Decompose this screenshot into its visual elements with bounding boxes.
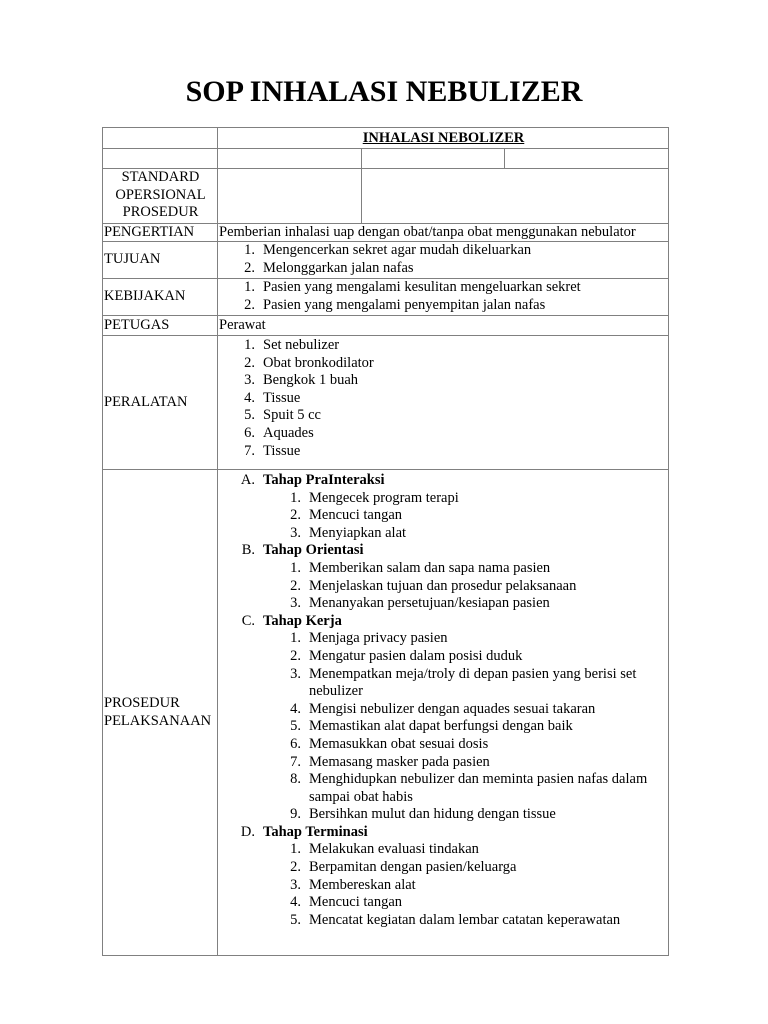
tujuan-label: TUJUAN <box>103 242 218 278</box>
peralatan-label: PERALATAN <box>103 336 218 469</box>
prosedur-row <box>103 470 669 956</box>
list-item <box>219 560 668 578</box>
list-item <box>219 372 668 390</box>
section-letter: B. <box>241 542 255 559</box>
document-title: SOP INHALASI NEBULIZER <box>185 75 583 108</box>
kebijakan-label: KEBIJAKAN <box>103 279 218 315</box>
standard-label-line: OPERSIONAL <box>115 186 206 203</box>
list-item <box>219 355 668 373</box>
empty-cell <box>362 149 505 168</box>
procedure-section-heading <box>219 542 668 560</box>
list-item-number: 9. <box>290 806 301 823</box>
list-item-number: 4. <box>290 894 301 911</box>
list-item <box>219 525 668 543</box>
prosedur-label-line: PROSEDUR <box>104 694 180 711</box>
list-item <box>219 242 668 260</box>
list-item <box>219 754 668 772</box>
standard-label-line: STANDARD <box>121 169 200 185</box>
list-item-number: 2. <box>290 647 301 664</box>
list-item-number: 5. <box>290 718 301 735</box>
tujuan-list <box>218 242 669 278</box>
list-item-text: Bersihkan mulut dan hidung dengan tissue <box>309 806 556 823</box>
list-item-text: Melonggarkan jalan nafas <box>263 259 414 276</box>
header-empty-values <box>218 149 669 168</box>
list-item <box>219 718 668 736</box>
pengertian-text: Pemberian inhalasi uap dengan obat/tanpa obat menggunakan nebulator <box>218 224 669 241</box>
list-item-text: Menyiapkan alat <box>309 524 407 541</box>
section-title: Tahap PraInteraksi <box>263 472 385 488</box>
list-item-number: 3. <box>290 524 301 541</box>
list-item-number: 3. <box>290 665 301 682</box>
list-item-text: Pasien yang mengalami kesulitan mengeluarkan sekret <box>263 279 581 295</box>
list-item-number: 1. <box>290 630 301 647</box>
list-item-number: 7. <box>290 753 301 770</box>
procedure-step-list <box>219 490 668 543</box>
standard-row <box>103 169 669 224</box>
peralatan-list <box>218 336 669 469</box>
empty-cell <box>505 149 668 168</box>
list-item-number: 8. <box>290 771 301 788</box>
procedure-step-list <box>219 560 668 613</box>
list-item-number: 1. <box>290 489 301 506</box>
list-item-number: 2. <box>244 259 255 276</box>
list-item-text: Spuit 5 cc <box>263 407 321 424</box>
procedure-step-list <box>219 841 668 929</box>
list-item <box>219 578 668 596</box>
list-item-text: Mencatat kegiatan dalam lembar catatan keperawatan <box>309 911 621 928</box>
standard-label <box>103 169 218 223</box>
petugas-text: Perawat <box>218 316 669 335</box>
list-item-text: Mencuci tangan <box>309 894 403 911</box>
header-label-cell <box>103 128 218 148</box>
section-title: Tahap Terminasi <box>263 823 368 840</box>
prosedur-label <box>103 470 218 955</box>
list-item-text: Tissue <box>263 389 301 406</box>
list-item-text: Memasukkan obat sesuai dosis <box>309 735 489 752</box>
list-item-text: Mengatur pasien dalam posisi duduk <box>309 647 523 664</box>
list-item-text: Menanyakan persetujuan/kesiapan pasien <box>309 595 550 612</box>
kebijakan-row <box>103 279 669 316</box>
list-item-text: Berpamitan dengan pasien/keluarga <box>309 859 517 876</box>
list-item-number: 2. <box>290 577 301 594</box>
list-item <box>219 390 668 408</box>
petugas-label: PETUGAS <box>103 316 218 335</box>
list-item-text: Memasang masker pada pasien <box>309 753 490 770</box>
section-letter: C. <box>241 612 255 629</box>
list-item-text: Aquades <box>263 424 314 441</box>
list-item <box>219 297 668 315</box>
list-item-number: 3. <box>244 372 255 389</box>
list-item-text: Pasien yang mengalami penyempitan jalan nafas <box>263 296 546 313</box>
list-item-number: 2. <box>290 507 301 524</box>
list-item <box>219 425 668 443</box>
list-item-number: 2. <box>244 296 255 313</box>
list-item-text: Memastikan alat dapat berfungsi dengan baik <box>309 718 573 735</box>
list-item <box>219 407 668 425</box>
list-item <box>219 894 668 912</box>
list-item <box>219 736 668 754</box>
prosedur-content <box>218 470 669 955</box>
list-item <box>219 443 668 461</box>
list-item <box>219 337 668 355</box>
procedure-step-list <box>219 630 668 824</box>
list-item-text: Set nebulizer <box>263 337 340 353</box>
header-empty-row <box>103 149 669 169</box>
header-empty-label <box>103 149 218 168</box>
list-item-number: 1. <box>244 337 255 353</box>
list-item-text: Membereskan alat <box>309 876 416 893</box>
list-item-number: 6. <box>244 424 255 441</box>
section-letter: D. <box>240 823 255 840</box>
list-item <box>219 648 668 666</box>
list-item <box>219 841 668 859</box>
prosedur-label-line: PELAKSANAAN <box>104 712 212 729</box>
kebijakan-list <box>218 279 669 315</box>
list-item-number: 1. <box>290 559 301 576</box>
list-item <box>219 666 668 701</box>
list-item-number: 2. <box>244 354 255 371</box>
list-item <box>219 630 668 648</box>
list-item-text: Mengecek program terapi <box>309 489 459 506</box>
section-letter: A. <box>240 472 255 488</box>
list-item-text: Obat bronkodilator <box>263 354 374 371</box>
list-item <box>219 859 668 877</box>
list-item-number: 4. <box>290 700 301 717</box>
list-item-text: Mengisi nebulizer dengan aquades sesuai takaran <box>309 700 596 717</box>
list-item <box>219 806 668 824</box>
tujuan-row <box>103 242 669 279</box>
list-item <box>219 279 668 297</box>
procedure-section-heading <box>219 613 668 631</box>
empty-cell <box>218 169 362 223</box>
list-item <box>219 877 668 895</box>
header-title: INHALASI NEBOLIZER <box>218 128 669 148</box>
list-item <box>219 771 668 806</box>
list-item <box>219 260 668 278</box>
sop-table <box>102 127 669 956</box>
standard-values <box>218 169 669 223</box>
list-item-text: Menghidupkan nebulizer dan meminta pasien nafas dalam sampai obat habis <box>309 771 648 805</box>
list-item-number: 1. <box>244 242 255 258</box>
petugas-row <box>103 316 669 336</box>
header-row <box>103 128 669 149</box>
empty-cell <box>218 149 362 168</box>
list-item-number: 7. <box>244 442 255 459</box>
list-item-number: 6. <box>290 735 301 752</box>
list-item-text: Menjaga privacy pasien <box>309 630 448 647</box>
list-item-text: Melakukan evaluasi tindakan <box>309 841 479 858</box>
list-item-text: Memberikan salam dan sapa nama pasien <box>309 559 551 576</box>
standard-label-line: PROSEDUR <box>122 204 199 221</box>
list-item-text: Tissue <box>263 442 301 459</box>
list-item-number: 4. <box>244 389 255 406</box>
list-item <box>219 595 668 613</box>
list-item-text: Bengkok 1 buah <box>263 372 359 389</box>
list-item-number: 1. <box>244 279 255 295</box>
list-item-number: 5. <box>244 407 255 424</box>
list-item-number: 2. <box>290 859 301 876</box>
pengertian-row <box>103 224 669 242</box>
list-item-text: Menjelaskan tujuan dan prosedur pelaksanaan <box>309 577 577 594</box>
list-item-text: Menempatkan meja/troly di depan pasien yang berisi set nebulizer <box>309 665 637 700</box>
peralatan-row <box>103 336 669 470</box>
list-item-number: 3. <box>290 595 301 612</box>
list-item <box>219 912 668 930</box>
list-item <box>219 490 668 508</box>
list-item-number: 1. <box>290 841 301 858</box>
list-item-number: 5. <box>290 911 301 928</box>
list-item-text: Mencuci tangan <box>309 507 403 524</box>
list-item-number: 3. <box>290 876 301 893</box>
pengertian-label: PENGERTIAN <box>103 224 218 241</box>
procedure-section-heading <box>219 824 668 842</box>
empty-cell <box>362 169 668 223</box>
procedure-section-heading <box>219 472 668 490</box>
list-item-text: Mengencerkan sekret agar mudah dikeluarkan <box>263 242 532 258</box>
list-item <box>219 701 668 719</box>
section-title: Tahap Kerja <box>263 612 342 629</box>
section-title: Tahap Orientasi <box>263 542 364 559</box>
list-item <box>219 507 668 525</box>
